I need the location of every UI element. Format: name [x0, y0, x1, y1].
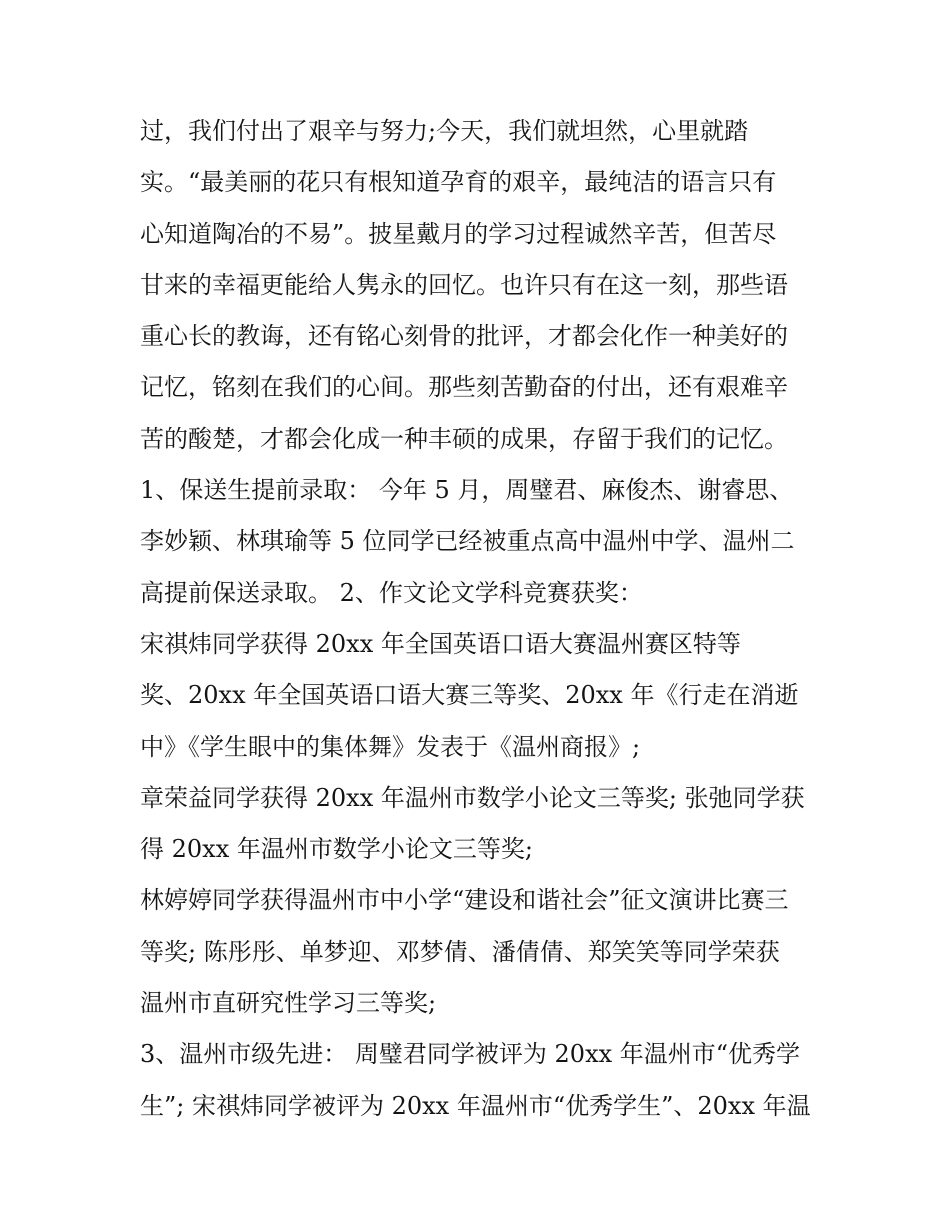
text-line: 记忆，铭刻在我们的心间。那些刻苦勤奋的付出，还有艰难辛: [140, 373, 788, 402]
text-line: 章荣益同学获得 20xx 年温州市数学小论文三等奖; 张弛同学获: [140, 783, 805, 812]
text-line: 甘来的幸福更能给人隽永的回忆。也许只有在这一刻，那些语: [140, 270, 788, 299]
text-line: 实。“最美丽的花只有根知道孕育的艰辛，最纯洁的语言只有: [140, 168, 777, 197]
text-line: 3、温州市级先进： 周璧君同学被评为 20xx 年温州市“优秀学: [140, 1040, 801, 1069]
text-line: 温州市直研究性学习三等奖;: [140, 989, 437, 1018]
text-line: 林婷婷同学获得温州市中小学“建设和谐社会”征文演讲比赛三: [140, 886, 789, 915]
text-line: 得 20xx 年温州市数学小论文三等奖;: [140, 835, 533, 864]
text-line: 苦的酸楚，才都会化成一种丰硕的成果，存留于我们的记忆。: [140, 424, 788, 453]
text-line: 心知道陶冶的不易”。披星戴月的学习过程诚然辛苦，但苦尽: [140, 219, 777, 248]
text-line: 李妙颖、林琪瑜等 5 位同学已经被重点高中温州中学、温州二: [140, 527, 795, 556]
text-line: 高提前保送录取。 2、作文论文学科竞赛获奖：: [140, 578, 643, 607]
text-line: 中》《学生眼中的集体舞》发表于《温州商报》;: [140, 732, 641, 761]
text-line: 生”; 宋祺炜同学被评为 20xx 年温州市“优秀学生”、20xx 年温: [140, 1091, 811, 1120]
text-line: 宋祺炜同学获得 20xx 年全国英语口语大赛温州赛区特等: [140, 629, 741, 658]
text-line: 等奖; 陈彤彤、单梦迎、邓梦倩、潘倩倩、郑笑笑等同学荣获: [140, 937, 780, 966]
text-line: 1、保送生提前录取： 今年 5 月，周璧君、麻俊杰、谢睿思、: [140, 476, 794, 505]
text-line: 奖、20xx 年全国英语口语大赛三等奖、20xx 年《行走在消逝: [140, 681, 799, 710]
document-body: [140, 107, 830, 1133]
text-line: 过，我们付出了艰辛与努力;今天，我们就坦然，心里就踏: [140, 117, 749, 145]
text-line: 重心长的教诲，还有铭心刻骨的批评，才都会化作一种美好的: [140, 322, 788, 351]
